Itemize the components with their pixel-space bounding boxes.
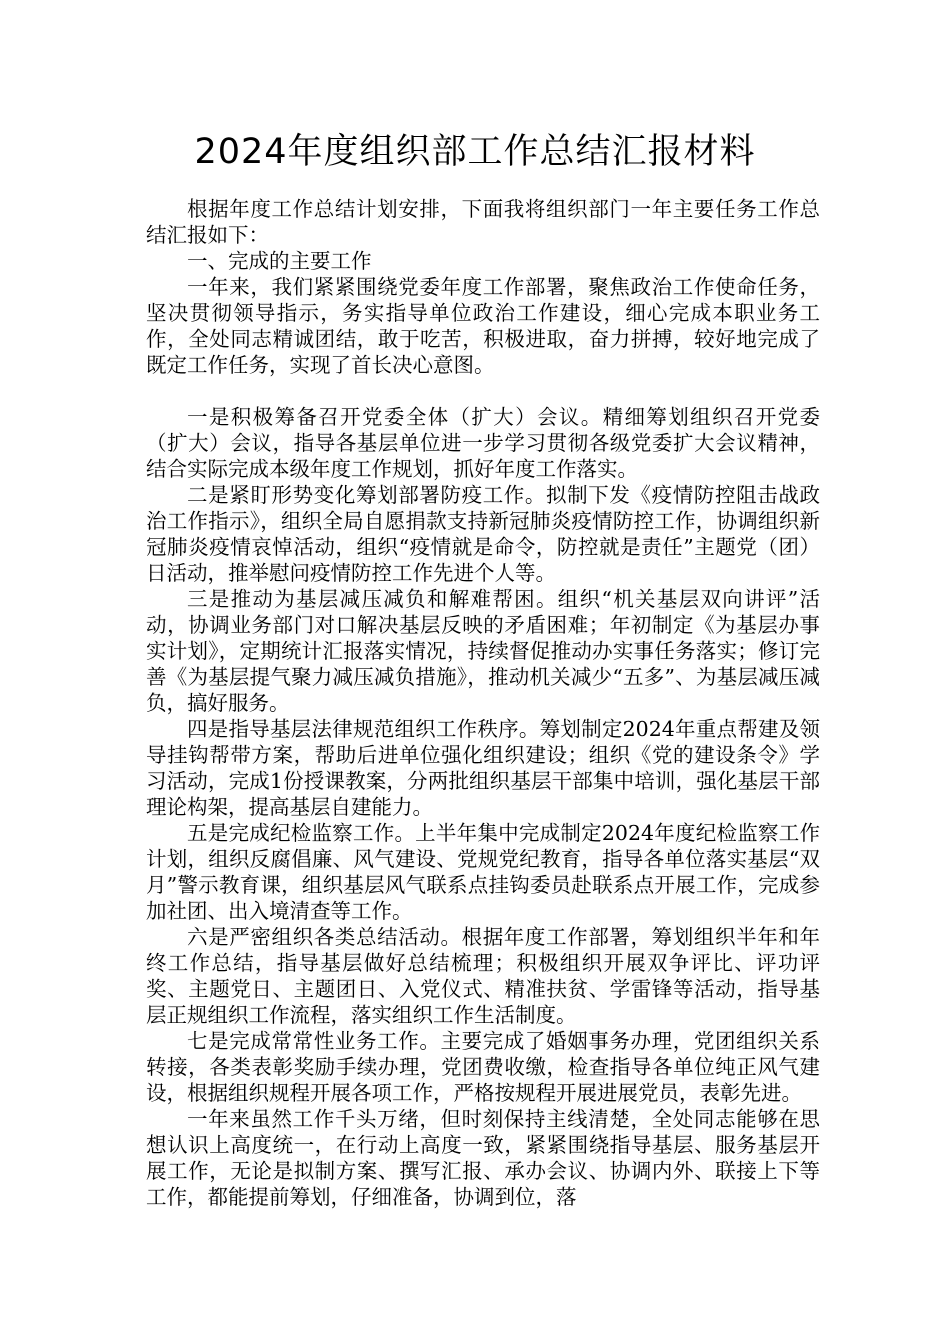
item-paragraph-5: 五是完成纪检监察工作。上半年集中完成制定2024年度纪检监察工作计划，组织反腐倡廉、风气建设、党规党纪教育，指导各单位落实基层“双月”警示教育课，组织基层风气联系点挂钩委员赴联系点开展工作，完成参加社团、出入境清查等工作。	[146, 821, 820, 923]
document-title: 2024年度组织部工作总结汇报材料	[194, 132, 756, 172]
section-heading: 一、完成的主要工作	[187, 249, 372, 273]
item-paragraph-4: 四是指导基层法律规范组织工作秩序。筹划制定2024年重点帮建及领导挂钩帮带方案，帮助后进单位强化组织建设；组织《党的建设条令》学习活动，完成1份授课教案，分两批组织基层干部集中培训，强化基层干部理论构架，提高基层自建能力。	[146, 717, 820, 819]
item-paragraph-7: 七是完成常常性业务工作。主要完成了婚姻事务办理，党团组织关系转接，各类表彰奖励手续办理，党团费收缴，检查指导各单位纯正风气建设，根据组织规程开展各项工作，严格按规程开展进展党员，表彰先进。	[146, 1029, 820, 1105]
closing-paragraph: 一年来虽然工作千头万绪，但时刻保持主线清楚，全处同志能够在思想认识上高度统一，在行动上高度一致，紧紧围绕指导基层、服务基层开展工作，无论是拟制方案、撰写汇报、承办会议、协调内外、联接上下等工作，都能提前筹划，仔细准备，协调到位，落	[146, 1107, 820, 1209]
item-paragraph-2: 二是紧盯形势变化筹划部署防疫工作。拟制下发《疫情防控阻击战政治工作指示》，组织全局自愿捐款支持新冠肺炎疫情防控工作，协调组织新冠肺炎疫情哀悼活动，组织“疫情就是命令，防控就是责任”主题党（团）日活动，推举慰问疫情防控工作先进个人等。	[146, 483, 820, 585]
paragraph-gap	[146, 378, 820, 404]
item-paragraph-3: 三是推动为基层减压减负和解难帮困。组织“机关基层双向讲评”活动，协调业务部门对口解决基层反映的矛盾困难；年初制定《为基层办事实计划》，定期统计汇报落实情况，持续督促推动办实事任务落实；修订完善《为基层提气聚力减压减负措施》，推动机关减少“五多”、为基层减压减负，搞好服务。	[146, 587, 820, 715]
item-paragraph-6: 六是严密组织各类总结活动。根据年度工作部署，筹划组织半年和年终工作总结，指导基层做好总结梳理；积极组织开展双争评比、评功评奖、主题党日、主题团日、入党仪式、精准扶贫、学雷锋等活动，指导基层正规组织工作流程，落实组织工作生活制度。	[146, 925, 820, 1027]
summary-paragraph: 一年来，我们紧紧围绕党委年度工作部署，聚焦政治工作使命任务，坚决贯彻领导指示，务实指导单位政治工作建设，细心完成本职业务工作，全处同志精诚团结，敢于吃苦，积极进取，奋力拼搏，较好地完成了既定工作任务，实现了首长决心意图。	[146, 275, 820, 377]
item-paragraph-1: 一是积极筹备召开党委全体（扩大）会议。精细筹划组织召开党委（扩大）会议，指导各基层单位进一步学习贯彻各级党委扩大会议精神，结合实际完成本级年度工作规划，抓好年度工作落实。	[146, 405, 820, 481]
document-body	[146, 196, 820, 1210]
intro-paragraph: 根据年度工作总结计划安排，下面我将组织部门一年主要任务工作总结汇报如下：	[146, 197, 820, 247]
